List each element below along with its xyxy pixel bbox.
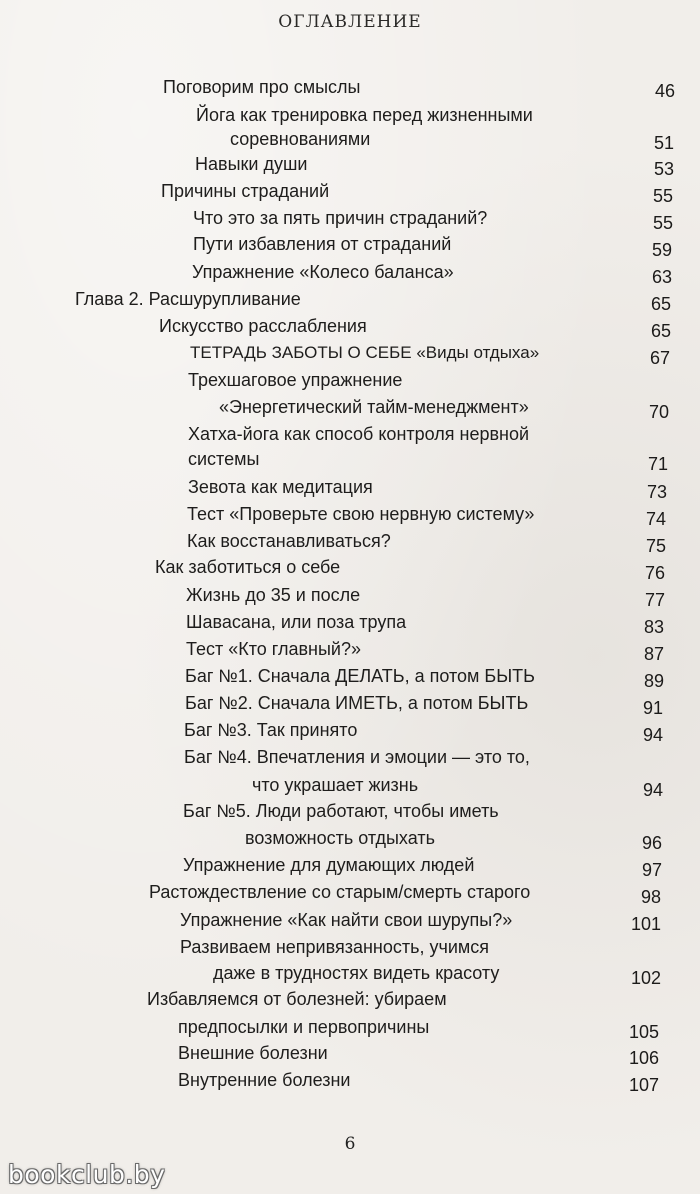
toc-entry-title: Баг №4. Впечатления и эмоции — это то, [184,747,530,767]
toc-entry-title: Баг №3. Так принято [184,720,358,740]
toc-entry-title: возможность отдыхать [245,828,435,848]
toc-entry-page: 89 [643,671,664,691]
toc-entry-page: 75 [645,536,666,556]
toc-entry-page: 73 [646,482,667,502]
toc-entry-title: даже в трудностях видеть красоту [213,963,500,983]
toc-entry-title: Что это за пять причин страданий? [193,208,488,228]
toc-entry-page: 98 [640,887,661,907]
toc-entry-page: 94 [642,725,663,745]
toc-entry-title: «Энергетический тайм-менеджмент» [219,397,529,417]
toc-entry-title: Навыки души [195,154,308,174]
toc-entry-page: 107 [628,1075,659,1095]
toc-entry-title: ТЕТРАДЬ ЗАБОТЫ О СЕБЕ «Виды отдыха» [190,343,540,362]
page-number: 6 [344,1134,356,1154]
toc-entry-title: Внутренние болезни [178,1070,351,1090]
toc-entry-title: что украшает жизнь [252,775,419,795]
toc-entry-page: 105 [628,1022,659,1042]
toc-entry-title: Баг №2. Сначала ИМЕТЬ, а потом БЫТЬ [185,693,529,713]
toc-heading: ОГЛАВЛЕНИЕ [278,12,422,32]
toc-entry-page: 67 [649,348,670,368]
toc-entry-page: 74 [645,509,666,529]
toc-entry-title: Упражнение для думающих людей [183,855,475,875]
toc-entry-page: 96 [641,833,662,853]
toc-entry-page: 83 [643,617,664,637]
toc-entry-page: 59 [651,240,672,260]
toc-entry-page: 55 [652,213,673,233]
toc-entry-page: 77 [644,590,665,610]
toc-entry-title: Трехшаговое упражнение [188,370,403,390]
toc-entry-page: 63 [651,267,672,287]
toc-entry-title: Йога как тренировка перед жизненными [196,105,533,125]
toc-entry-title: Внешние болезни [178,1043,328,1063]
toc-entry-page: 70 [648,402,669,422]
toc-entry-page: 51 [653,133,674,153]
toc-entry-page: 102 [630,968,661,988]
toc-entry-title: Как восстанавливаться? [187,531,391,551]
toc-entry-page: 65 [650,321,671,341]
toc-entry-page: 97 [641,860,662,880]
toc-entry-title: Зевота как медитация [188,477,373,497]
toc-entry-title: Избавляемся от болезней: убираем [147,989,447,1009]
toc-entry-page: 101 [630,914,661,934]
toc-entry-page: 71 [647,454,668,474]
toc-entry-page: 91 [642,698,663,718]
toc-entry-title: Баг №5. Люди работают, чтобы иметь [183,801,499,821]
toc-entry-title: Растождествление со старым/смерть старого [149,882,531,902]
toc-entry-title: соревнованиями [230,129,371,149]
toc-entry-page: 87 [643,644,664,664]
toc-entry-page: 106 [628,1048,659,1068]
toc-entry-title: Причины страданий [161,181,330,201]
toc-entry-page: 65 [650,294,671,314]
toc-entry-title: Развиваем непривязанность, учимся [180,937,490,957]
toc-entry-title: Баг №1. Сначала ДЕЛАТЬ, а потом БЫТЬ [185,666,535,686]
toc-entry-title: Искусство расслабления [159,316,367,336]
toc-entry-page: 76 [644,563,665,583]
toc-entry-title: Тест «Кто главный?» [186,639,361,659]
toc-entry-page: 53 [653,159,674,179]
toc-entry-title: Пути избавления от страданий [193,234,452,254]
toc-entry-title: Как заботиться о себе [155,557,341,577]
toc-entry-title: Шавасана, или поза трупа [186,612,407,632]
site-watermark: bookclub.by [8,1160,166,1189]
toc-entry-page: 46 [654,81,675,101]
toc-entry-title: Тест «Проверьте свою нервную систему» [187,504,535,524]
toc-entry-title: предпосылки и первопричины [178,1017,430,1037]
toc-entry-page: 94 [642,780,663,800]
toc-entry-page: 55 [652,186,673,206]
toc-entry-title: Жизнь до 35 и после [186,585,361,605]
toc-entry-title: Хатха-йога как способ контроля нервной [188,424,530,444]
toc-entry-title: Упражнение «Колесо баланса» [192,262,454,282]
toc-chapter-title: Глава 2. Расшурупливание [75,289,301,309]
toc-entry-title: системы [188,449,260,469]
toc-entry-title: Упражнение «Как найти свои шурупы?» [180,910,513,930]
toc-entry-title: Поговорим про смыслы [163,77,361,97]
